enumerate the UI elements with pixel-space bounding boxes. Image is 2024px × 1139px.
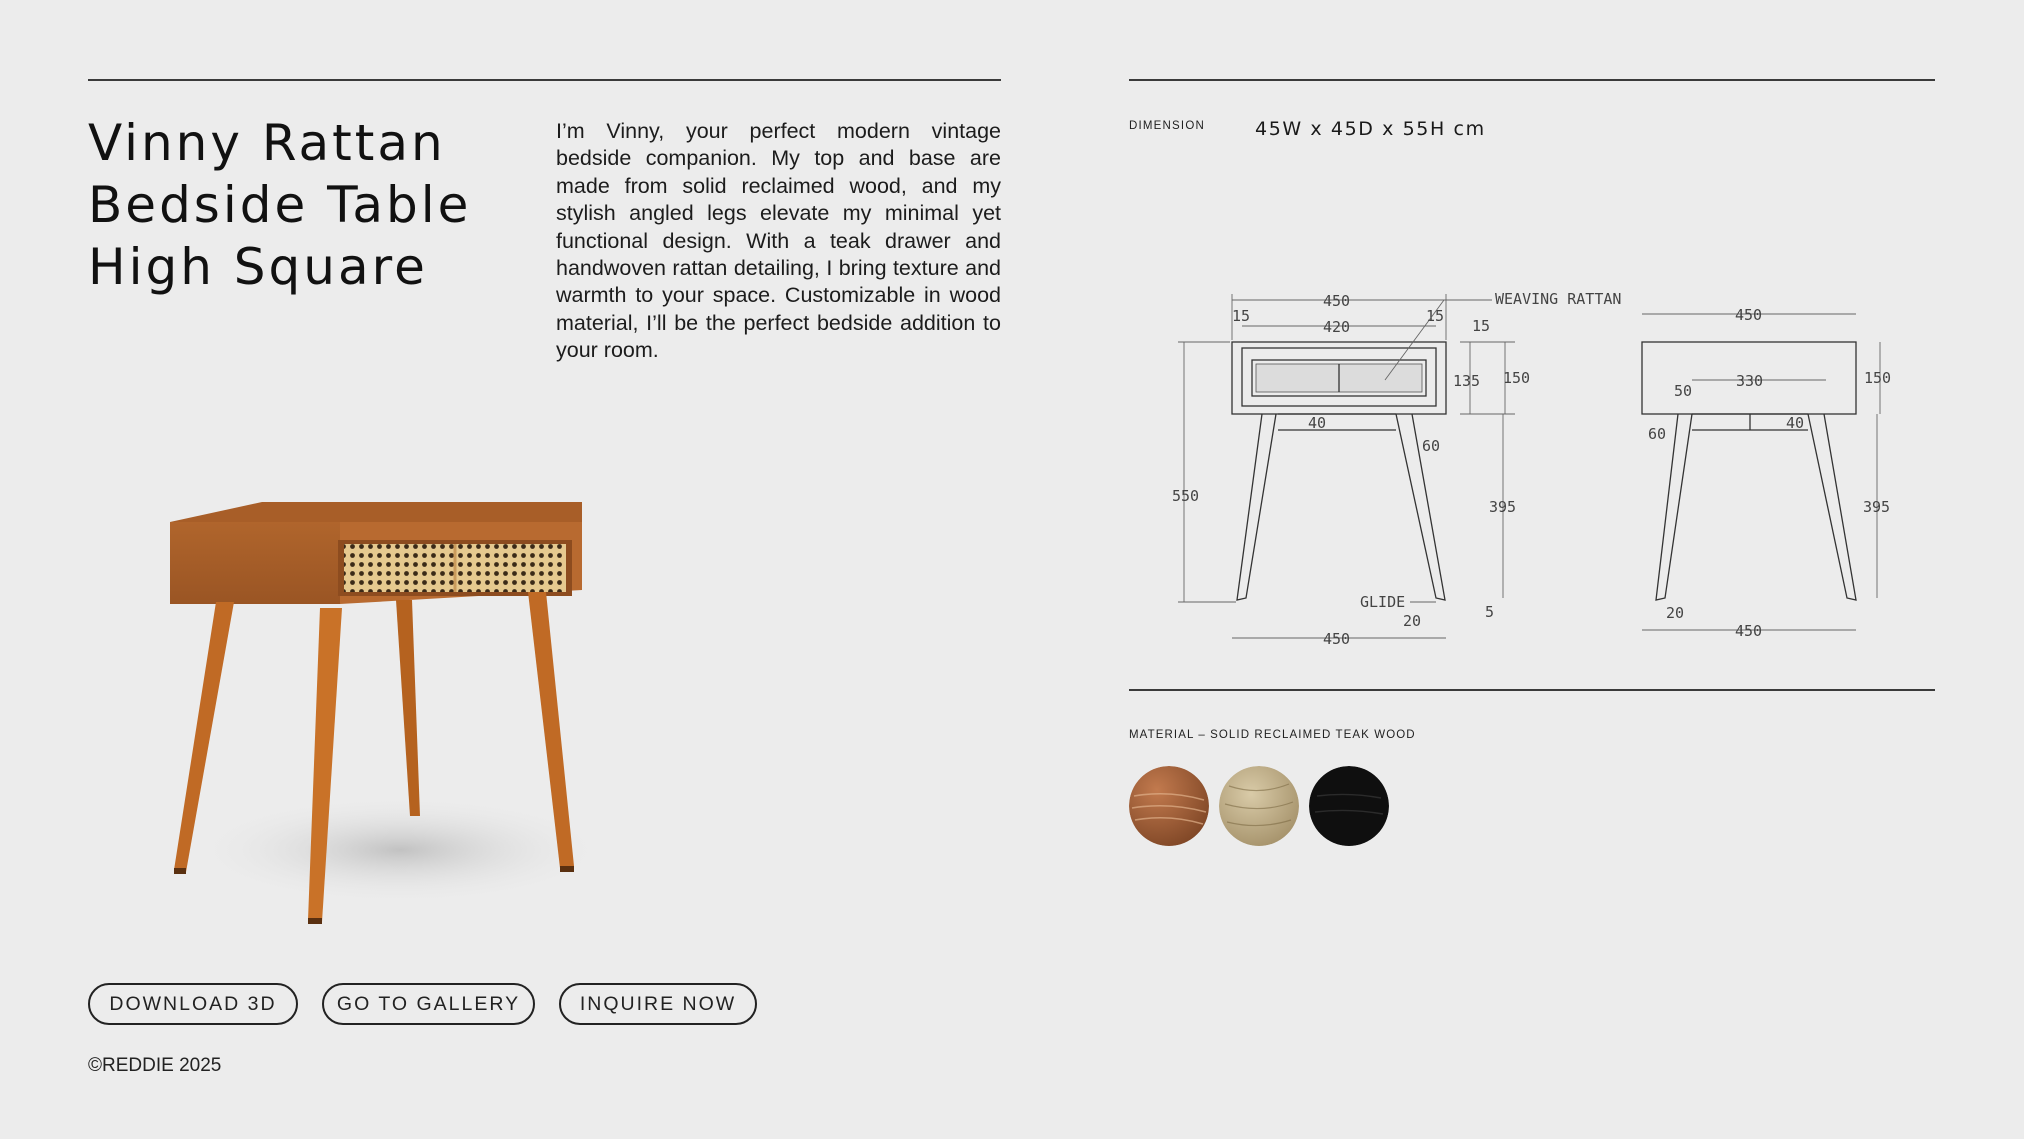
front-drawer-height: 135 — [1453, 372, 1481, 390]
dimension-value: 45W x 45D x 55H cm — [1255, 118, 1486, 140]
product-title — [88, 112, 508, 298]
front-view — [1172, 290, 1621, 648]
swatch-natural-teak[interactable] — [1129, 766, 1209, 846]
front-side-small: 15 — [1472, 317, 1491, 335]
weaving-rattan-label: WEAVING RATTAN — [1495, 290, 1622, 308]
side-glide-width: 20 — [1666, 604, 1685, 622]
technical-drawing — [1160, 280, 1920, 660]
product-image — [150, 470, 610, 930]
side-right-inset: 40 — [1786, 414, 1805, 432]
go-to-gallery-button[interactable]: GO TO GALLERY — [322, 983, 535, 1025]
swatch-light-oak[interactable] — [1219, 766, 1299, 846]
product-description: I’m Vinny, your perfect modern vintage bedside companion. My top and base are made from solid reclaimed wood, and my stylish angled legs elevate my minimal yet functional design. With a teak drawer and handwoven rattan detailing, I bring texture and warmth to your space. Customizable in wood material, I’ll be the perfect bedside addition to your room. — [556, 119, 1001, 363]
front-glide-width: 20 — [1403, 612, 1422, 630]
front-base-width: 450 — [1323, 630, 1351, 648]
side-width-top: 450 — [1735, 306, 1763, 324]
right-mid-divider — [1129, 689, 1935, 691]
front-inner-width: 420 — [1323, 318, 1351, 336]
front-inset: 40 — [1308, 414, 1327, 432]
front-top-height: 150 — [1503, 369, 1531, 387]
swatch-black[interactable] — [1309, 766, 1389, 846]
left-top-divider — [88, 79, 1001, 81]
front-total-height: 550 — [1172, 487, 1200, 505]
side-inner: 330 — [1736, 372, 1764, 390]
side-height: 150 — [1864, 369, 1892, 387]
glide-label: GLIDE — [1360, 593, 1406, 611]
material-label: MATERIAL – SOLID RECLAIMED TEAK WOOD — [1129, 729, 1416, 741]
inquire-now-button[interactable]: INQUIRE NOW — [559, 983, 757, 1025]
side-view — [1642, 306, 1891, 640]
copyright-text: ©REDDIE 2025 — [88, 1055, 222, 1076]
front-side-right: 15 — [1426, 307, 1445, 325]
download-3d-button[interactable]: DOWNLOAD 3D — [88, 983, 298, 1025]
title-line-1: Vinny Rattan — [88, 114, 446, 172]
dimension-label: DIMENSION — [1129, 120, 1205, 132]
front-leg-height: 395 — [1489, 498, 1517, 516]
front-leg-offset: 60 — [1422, 437, 1441, 455]
front-width-top: 450 — [1323, 292, 1351, 310]
side-leg-offset: 60 — [1648, 425, 1667, 443]
title-line-2: Bedside Table — [88, 176, 472, 234]
right-top-divider — [1129, 79, 1935, 81]
side-left-inset: 50 — [1674, 382, 1693, 400]
front-side-left: 15 — [1232, 307, 1251, 325]
title-line-3: High Square — [88, 238, 428, 296]
front-glide-height: 5 — [1485, 603, 1495, 621]
side-base-width: 450 — [1735, 622, 1763, 640]
side-leg-height: 395 — [1863, 498, 1891, 516]
